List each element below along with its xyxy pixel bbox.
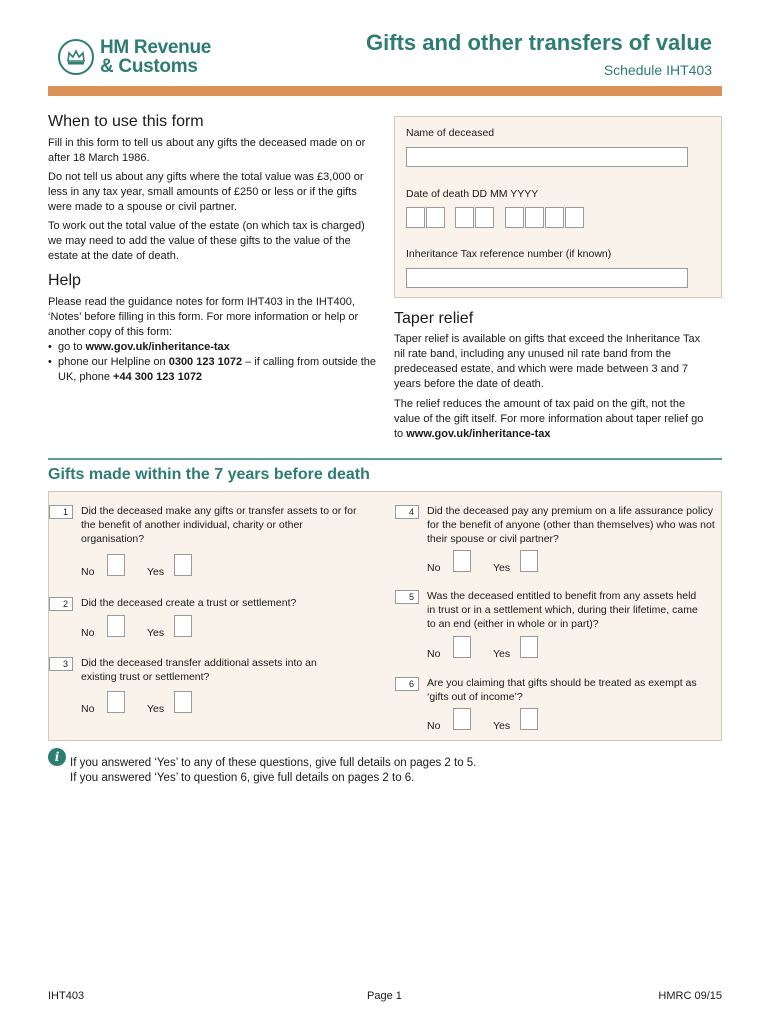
- iht-reference-input[interactable]: [406, 268, 688, 288]
- header-divider: [48, 86, 722, 96]
- q3-yes-label: Yes: [147, 703, 165, 715]
- org-name-line2: & Customs: [100, 56, 198, 77]
- question-text-6: Are you claiming that gifts should be treated as exempt as ‘gifts out of income’?: [427, 677, 697, 703]
- dod-year-digit-2[interactable]: [525, 207, 544, 228]
- q6-yes-label: Yes: [493, 720, 511, 732]
- help-bullet-phone: • phone our Helpline on 0300 123 1072 – if calling from outside the UK, phone +44 300 123 1072: [48, 355, 378, 385]
- taper-paragraph-2: The relief reduces the amount of tax paid on the gift, not the value of the gift itself. For more information about taper relief go to www.gov.uk/inheritance-tax: [394, 398, 704, 440]
- q1-yes-checkbox[interactable]: [174, 554, 192, 576]
- q4-yes-label: Yes: [493, 562, 511, 574]
- helpline-number-intl: +44 300 123 1072: [113, 371, 203, 383]
- date-of-death-label: Date of death DD MM YYYY: [406, 188, 539, 200]
- name-of-deceased-input[interactable]: [406, 147, 688, 167]
- help-bullet-website: • go to www.gov.uk/inheritance-tax: [48, 340, 378, 355]
- hmrc-logo: [58, 38, 211, 76]
- when-paragraph-3: To work out the total value of the estate (on which tax is charged) we may need to add the value of these gifts to the value of the estate at the date of death.: [48, 220, 365, 262]
- help-website-link[interactable]: www.gov.uk/inheritance-tax: [85, 341, 230, 353]
- questions-panel: [48, 491, 722, 741]
- dod-year-digit-4[interactable]: [565, 207, 584, 228]
- iht-reference-label: Inheritance Tax reference number (if known): [406, 248, 612, 260]
- section-divider: [48, 458, 722, 460]
- gifts-heading: Gifts made within the 7 years before death: [48, 466, 370, 483]
- help-heading: Help: [48, 272, 81, 289]
- dod-day-digit-2[interactable]: [426, 207, 445, 228]
- taper-relief-heading: Taper relief: [394, 310, 474, 327]
- q1-no-checkbox[interactable]: [107, 554, 125, 576]
- q1-yes-label: Yes: [147, 566, 165, 578]
- dod-year-digit-3[interactable]: [545, 207, 564, 228]
- help-intro: Please read the guidance notes for form IHT403 in the IHT400, ‘Notes’ before filling in this form. For more information or help or another copy of this form:: [48, 296, 359, 338]
- dod-month-digit-2[interactable]: [475, 207, 494, 228]
- dod-month-digit-1[interactable]: [455, 207, 474, 228]
- question-text-4: Did the deceased pay any premium on a life assurance policy for the benefit of anyone (other than themselves) who was not their spouse or civil partner?: [427, 505, 715, 545]
- q5-no-label: No: [427, 648, 441, 660]
- q1-no-label: No: [81, 566, 95, 578]
- q2-no-checkbox[interactable]: [107, 615, 125, 637]
- q5-no-checkbox[interactable]: [453, 636, 471, 658]
- info-line-1: If you answered ‘Yes’ to any of these questions, give full details on pages 2 to 5.: [70, 757, 477, 769]
- helpline-number: 0300 123 1072: [168, 356, 243, 368]
- question-text-1: Did the deceased make any gifts or transfer assets to or for the benefit of another individual, charity or other organisation?: [81, 505, 357, 545]
- q6-no-checkbox[interactable]: [453, 708, 471, 730]
- q2-yes-checkbox[interactable]: [174, 615, 192, 637]
- footer-version: HMRC 09/15: [658, 990, 722, 1002]
- q5-yes-checkbox[interactable]: [520, 636, 538, 658]
- when-paragraph-2: Do not tell us about any gifts where the total value was £3,000 or less in any tax year, small amounts of £250 or less or if the gifts were made to a spouse or civil partner.: [48, 171, 364, 213]
- footer-form-code: IHT403: [48, 990, 85, 1002]
- question-number-2: 2: [49, 597, 73, 611]
- q2-no-label: No: [81, 627, 95, 639]
- question-number-5: 5: [395, 590, 419, 604]
- question-text-5: Was the deceased entitled to benefit from any assets held in trust or in a settlement which, during their lifetime, came to an end (either in whole or in part)?: [427, 590, 698, 630]
- question-number-1: 1: [49, 505, 73, 519]
- schedule-label: Schedule IHT403: [603, 62, 712, 78]
- name-label: Name of deceased: [406, 127, 495, 139]
- org-name-line1: HM Revenue: [100, 37, 212, 58]
- q4-no-checkbox[interactable]: [453, 550, 471, 572]
- q6-yes-checkbox[interactable]: [520, 708, 538, 730]
- info-line-2: If you answered ‘Yes’ to question 6, give full details on pages 2 to 6.: [70, 772, 415, 784]
- when-to-use-heading: When to use this form: [48, 113, 204, 130]
- q3-no-label: No: [81, 703, 95, 715]
- q6-no-label: No: [427, 720, 441, 732]
- q2-yes-label: Yes: [147, 627, 165, 639]
- q3-no-checkbox[interactable]: [107, 691, 125, 713]
- question-text-2: Did the deceased create a trust or settlement?: [81, 597, 297, 609]
- taper-paragraph-1: Taper relief is available on gifts that exceed the Inheritance Tax nil rate band, including any unused nil rate band from the predeceased estate, and which were made between 3 and 7 years before the date of death.: [394, 333, 701, 390]
- q4-yes-checkbox[interactable]: [520, 550, 538, 572]
- help-list: [48, 340, 378, 385]
- question-number-3: 3: [49, 657, 73, 671]
- dod-year-digit-1[interactable]: [505, 207, 524, 228]
- info-note: [70, 756, 476, 786]
- question-text-3: Did the deceased transfer additional assets into an existing trust or settlement?: [81, 657, 317, 683]
- question-number-4: 4: [395, 505, 419, 519]
- question-number-6: 6: [395, 677, 419, 691]
- footer-page-number: Page 1: [367, 990, 402, 1002]
- taper-website-link[interactable]: www.gov.uk/inheritance-tax: [406, 428, 551, 440]
- q5-yes-label: Yes: [493, 648, 511, 660]
- q4-no-label: No: [427, 562, 441, 574]
- dod-day-digit-1[interactable]: [406, 207, 425, 228]
- crown-icon: [58, 39, 94, 75]
- deceased-details-panel: [394, 116, 722, 298]
- form-title: Gifts and other transfers of value: [366, 30, 712, 55]
- q3-yes-checkbox[interactable]: [174, 691, 192, 713]
- when-paragraph-1: Fill in this form to tell us about any gifts the deceased made on or after 18 March 1986.: [48, 137, 366, 164]
- info-icon: i: [48, 748, 66, 766]
